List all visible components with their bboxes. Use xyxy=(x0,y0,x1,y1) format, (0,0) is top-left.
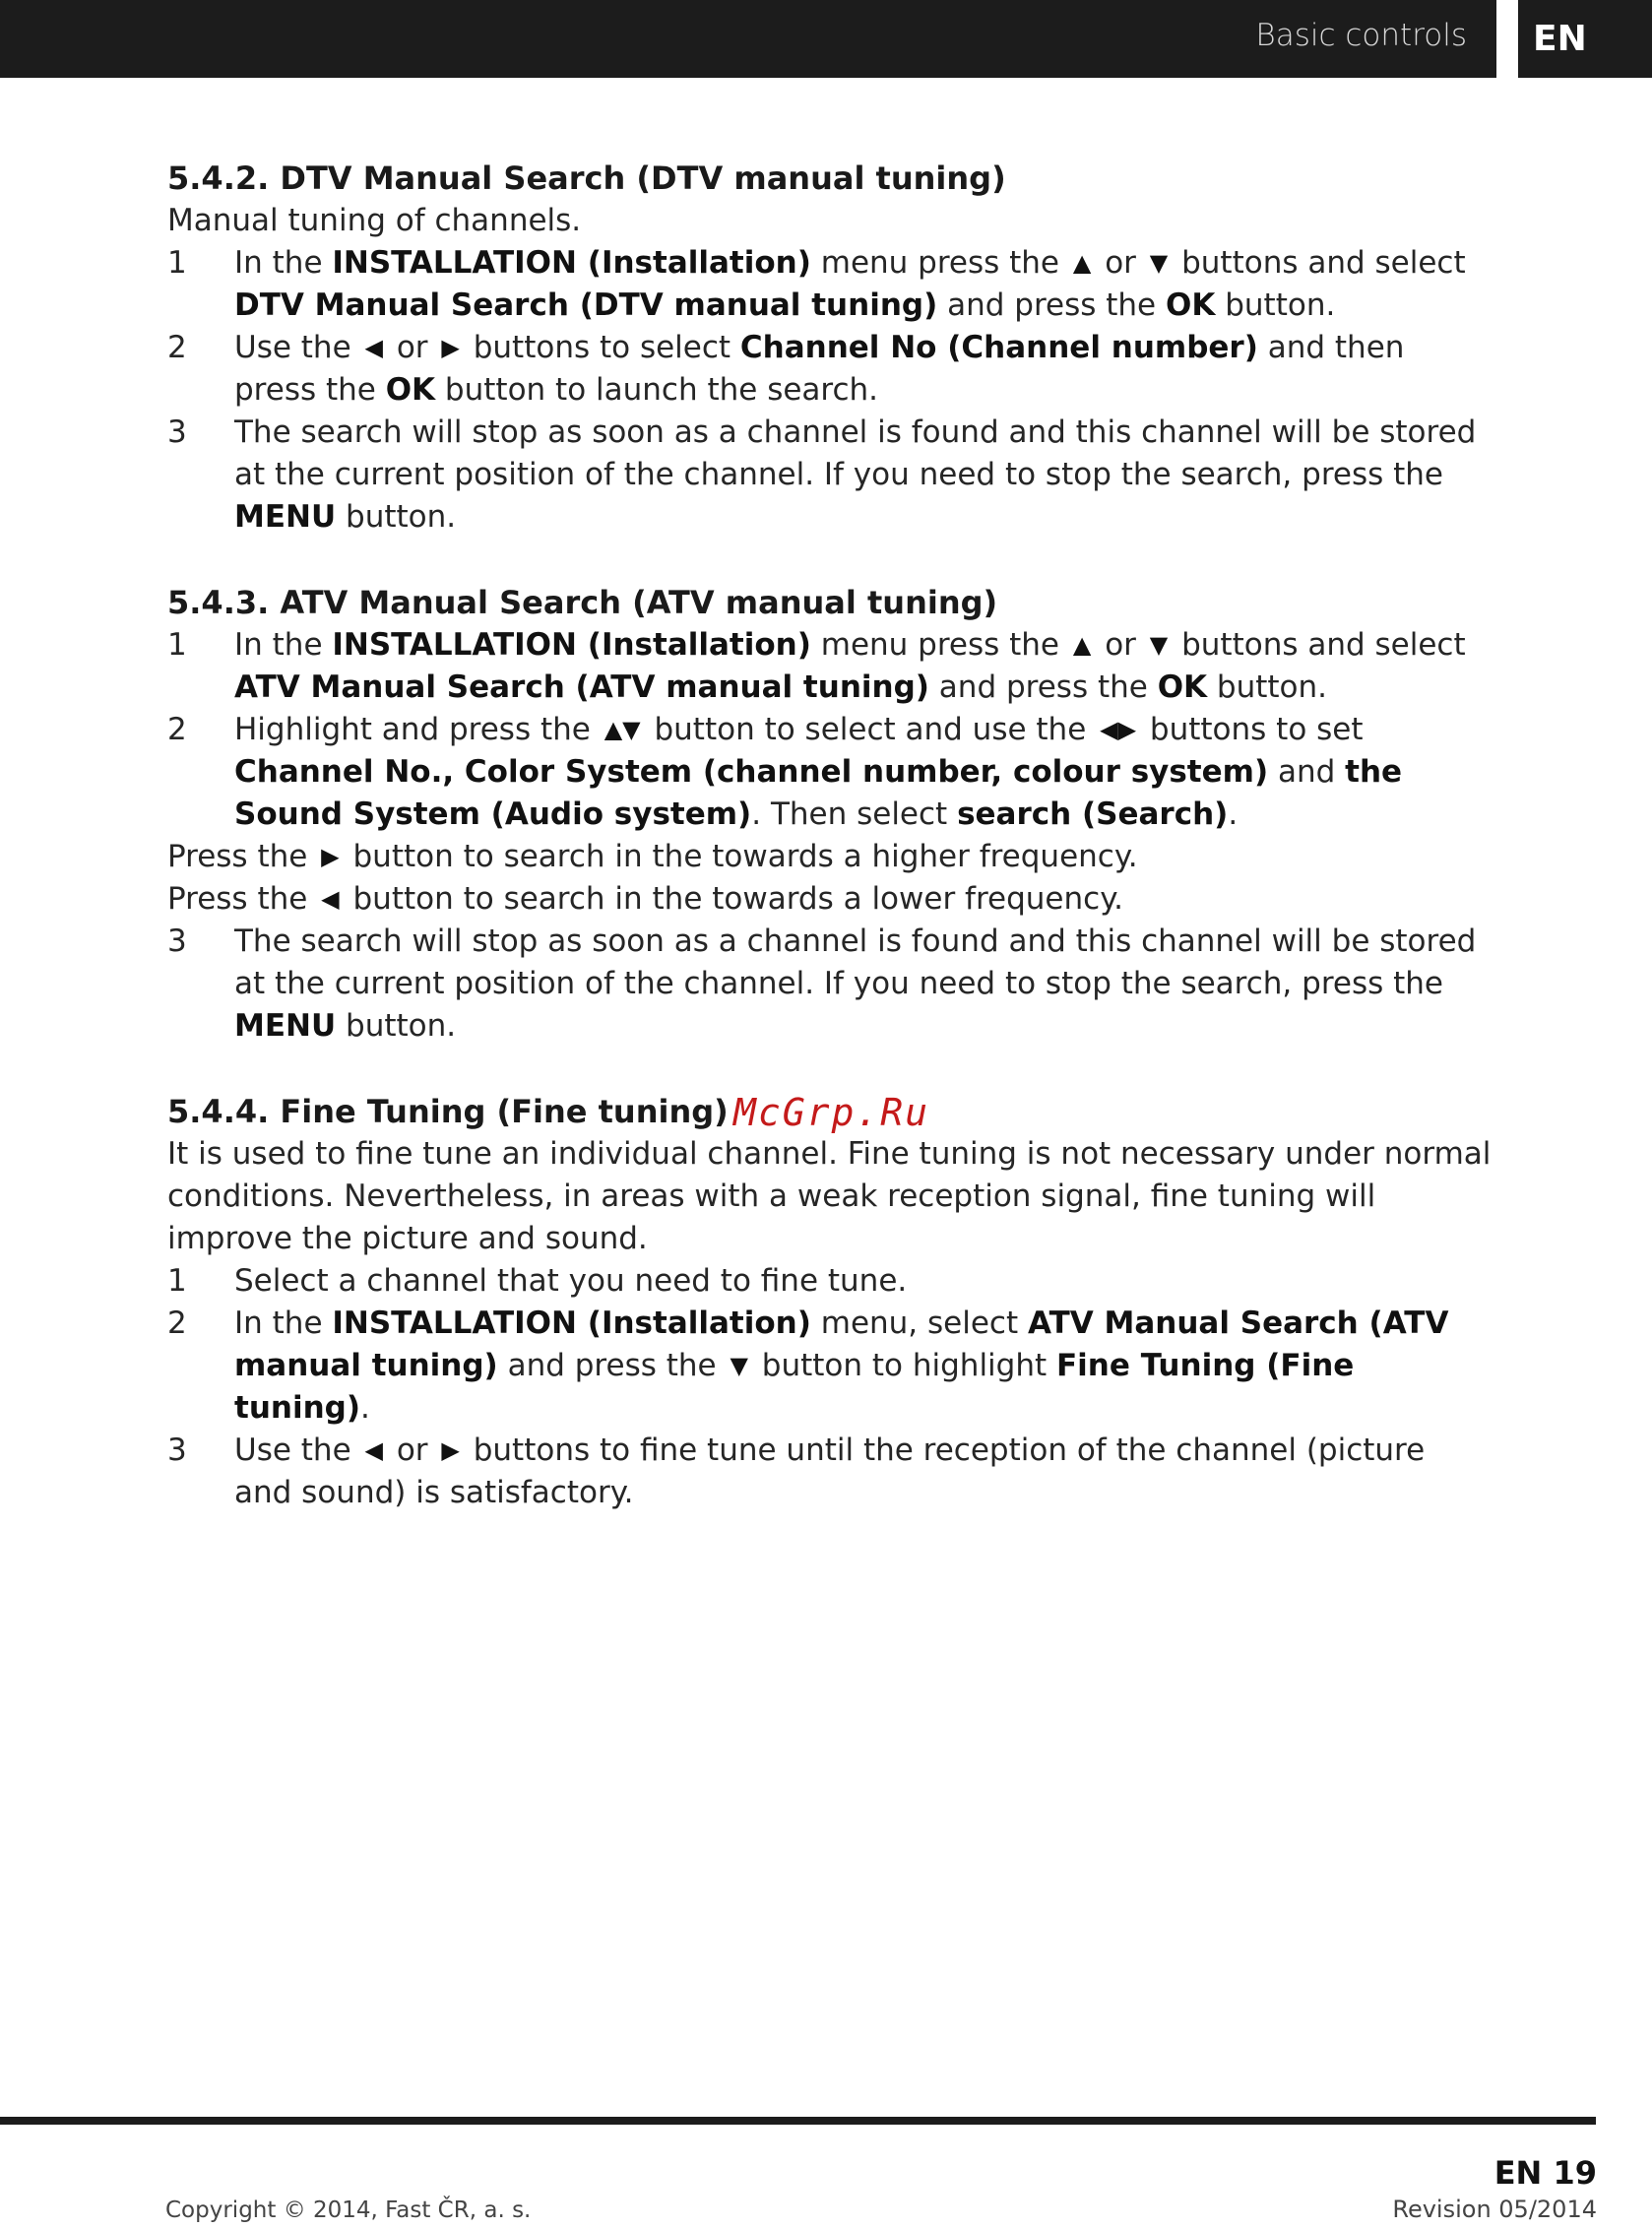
text: In the xyxy=(234,627,333,663)
button-name: MENU xyxy=(234,1008,337,1044)
item-number: 1 xyxy=(167,627,187,663)
text: button. xyxy=(336,499,457,535)
list-item xyxy=(167,327,1492,412)
text: button to search in the towards a higher frequency. xyxy=(343,839,1138,874)
text: Use the xyxy=(234,1433,361,1468)
menu-name: INSTALLATION (Installation) xyxy=(332,1306,811,1341)
option-name: the Sound System (Audio system) xyxy=(234,754,1403,832)
right-arrow-icon: ▶ xyxy=(441,1436,460,1464)
list-item xyxy=(167,412,1492,539)
text: button. xyxy=(336,1008,457,1044)
list-item xyxy=(167,1303,1492,1430)
button-name: OK xyxy=(1157,669,1208,705)
text: Highlight and press the xyxy=(234,712,601,747)
text: In the xyxy=(234,1306,333,1341)
item-number: 2 xyxy=(167,712,187,747)
down-arrow-icon: ▼ xyxy=(1149,631,1169,659)
list-item xyxy=(167,242,1492,327)
section-atv-manual-search xyxy=(167,582,1492,1048)
section-intro: Manual tuning of channels. xyxy=(167,203,582,238)
button-name: OK xyxy=(385,372,436,408)
option-name: search (Search) xyxy=(957,796,1229,832)
text: Use the xyxy=(234,330,361,365)
option-name: Channel No., Color System (channel number, colour system) xyxy=(234,754,1269,790)
text: . xyxy=(1228,796,1239,832)
footer-divider xyxy=(0,2117,1596,2125)
section-intro: It is used to fine tune an individual channel. Fine tuning is not necessary under normal conditions. Nevertheless, in areas with a weak reception signal, fine tuning will improve the picture and sound. xyxy=(167,1136,1492,1256)
option-name: Channel No (Channel number) xyxy=(739,330,1258,365)
text: and press the xyxy=(497,1348,727,1383)
section-dtv-manual-search xyxy=(167,158,1492,539)
text: Press the xyxy=(167,839,318,874)
section-fine-tuning xyxy=(167,1091,1492,1514)
left-arrow-icon: ◀ xyxy=(364,1436,383,1464)
revision-text: Revision 05/2014 xyxy=(1392,2196,1597,2223)
text: button. xyxy=(1207,669,1328,705)
down-arrow-icon: ▼ xyxy=(730,1352,748,1379)
paragraph xyxy=(167,836,1492,878)
text: Select a channel that you need to fine tune. xyxy=(234,1263,908,1299)
list-item xyxy=(167,921,1492,1048)
right-arrow-icon: ▶ xyxy=(441,334,460,361)
text: and press the xyxy=(928,669,1158,705)
text: or xyxy=(386,330,438,365)
text: Press the xyxy=(167,881,318,917)
list-item xyxy=(167,624,1492,709)
list-item xyxy=(167,709,1492,836)
option-name: ATV Manual Search (ATV manual tuning) xyxy=(234,669,929,705)
button-name: OK xyxy=(1165,287,1216,323)
item-number: 2 xyxy=(167,330,187,365)
item-number: 1 xyxy=(167,245,187,281)
watermark: McGrp.Ru xyxy=(733,1091,930,1134)
text: button to launch the search. xyxy=(435,372,879,408)
text: button to select and use the xyxy=(644,712,1097,747)
text: buttons and select xyxy=(1172,245,1466,281)
list-item xyxy=(167,1260,1492,1303)
header-bar xyxy=(0,0,1496,78)
text: In the xyxy=(234,245,333,281)
section-label: Basic controls xyxy=(1255,18,1467,53)
button-name: MENU xyxy=(234,499,337,535)
text: button to search in the towards a lower frequency. xyxy=(343,881,1123,917)
text: buttons to fine tune until the reception of the channel (picture and sound) is satisfactory. xyxy=(234,1433,1426,1510)
up-arrow-icon: ▲ xyxy=(1072,249,1092,277)
right-arrow-icon: ▶ xyxy=(321,843,340,870)
text: buttons to set xyxy=(1140,712,1364,747)
section-title: 5.4.3. ATV Manual Search (ATV manual tuning) xyxy=(167,584,998,621)
text: button. xyxy=(1215,287,1336,323)
text: menu press the xyxy=(810,245,1069,281)
menu-name: INSTALLATION (Installation) xyxy=(332,627,811,663)
text: . xyxy=(360,1390,370,1426)
item-number: 3 xyxy=(167,1433,187,1468)
text: and press the xyxy=(937,287,1166,323)
item-number: 2 xyxy=(167,1306,187,1341)
option-name: Fine Tuning (Fine tuning) xyxy=(234,1348,1355,1426)
page-content xyxy=(167,158,1492,1558)
text: menu, select xyxy=(810,1306,1028,1341)
left-right-arrows-icon: ◀▶ xyxy=(1100,716,1137,743)
option-name: DTV Manual Search (DTV manual tuning) xyxy=(234,287,938,323)
section-title: 5.4.2. DTV Manual Search (DTV manual tuning) xyxy=(167,159,1006,197)
text: . Then select xyxy=(751,796,958,832)
text: menu press the xyxy=(810,627,1069,663)
copyright-text: Copyright © 2014, Fast ČR, a. s. xyxy=(165,2197,532,2223)
text: buttons to select xyxy=(463,330,740,365)
list-item xyxy=(167,1430,1492,1514)
text: The search will stop as soon as a channel is found and this channel will be stored at the current position of the channel. If you need to stop the search, press the xyxy=(234,923,1477,1001)
up-arrow-icon: ▲ xyxy=(1072,631,1092,659)
paragraph xyxy=(167,878,1492,921)
text: or xyxy=(1095,627,1146,663)
option-name: ATV Manual Search (ATV manual tuning) xyxy=(234,1306,1449,1383)
up-down-arrows-icon: ▲▼ xyxy=(604,716,641,743)
text: buttons and select xyxy=(1172,627,1466,663)
text: and xyxy=(1268,754,1346,790)
down-arrow-icon: ▼ xyxy=(1149,249,1169,277)
section-title: 5.4.4. Fine Tuning (Fine tuning) xyxy=(167,1093,729,1130)
menu-name: INSTALLATION (Installation) xyxy=(332,245,811,281)
text: The search will stop as soon as a channel is found and this channel will be stored at the current position of the channel. If you need to stop the search, press the xyxy=(234,414,1477,492)
item-number: 3 xyxy=(167,414,187,450)
text: button to highlight xyxy=(751,1348,1056,1383)
left-arrow-icon: ◀ xyxy=(364,334,383,361)
text: and then press the xyxy=(234,330,1405,408)
left-arrow-icon: ◀ xyxy=(321,885,340,913)
item-number: 3 xyxy=(167,923,187,959)
item-number: 1 xyxy=(167,1263,187,1299)
text: or xyxy=(1095,245,1146,281)
page-number: EN 19 xyxy=(1493,2154,1597,2192)
language-tab: EN xyxy=(1518,0,1652,78)
text: or xyxy=(386,1433,438,1468)
